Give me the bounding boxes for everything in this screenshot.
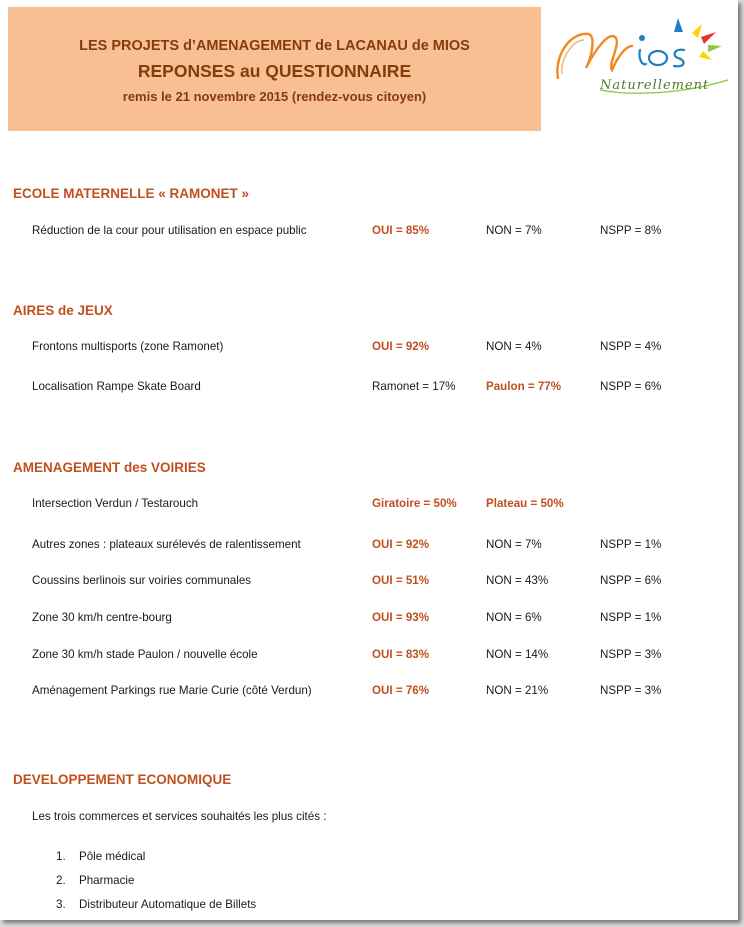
- row-value-3: NSPP = 6%: [600, 574, 662, 587]
- table-row: [0, 574, 738, 590]
- row-value-2: NON = 7%: [486, 224, 542, 237]
- table-row: [0, 538, 738, 554]
- row-value-3: NSPP = 6%: [600, 380, 662, 393]
- row-value-3: NSPP = 3%: [600, 648, 662, 661]
- row-value-2: NON = 21%: [486, 684, 549, 697]
- row-label: Autres zones : plateaux surélevés de ralentissement: [32, 538, 301, 551]
- row-value-3: NSPP = 8%: [600, 224, 662, 237]
- table-row: [0, 611, 738, 627]
- list-item-number: 2.: [56, 874, 66, 887]
- row-value-2: NON = 6%: [486, 611, 542, 624]
- list-item: [0, 850, 738, 866]
- section-title-ecole: ECOLE MATERNELLE « RAMONET »: [13, 186, 250, 201]
- row-value-3: NSPP = 4%: [600, 340, 662, 353]
- list-item: [0, 874, 738, 890]
- row-label: Zone 30 km/h stade Paulon / nouvelle école: [32, 648, 258, 661]
- row-label: Réduction de la cour pour utilisation en espace public: [32, 224, 307, 237]
- row-value-1: OUI = 92%: [372, 340, 430, 353]
- row-value-1: OUI = 51%: [372, 574, 430, 587]
- row-value-1: Giratoire = 50%: [372, 497, 457, 510]
- row-label: Coussins berlinois sur voiries communales: [32, 574, 252, 587]
- section-title-voiries: AMENAGEMENT des VOIRIES: [13, 460, 206, 475]
- row-value-1: OUI = 85%: [372, 224, 430, 237]
- table-row: [0, 224, 738, 240]
- table-row: [0, 648, 738, 664]
- row-value-2: Paulon = 77%: [486, 380, 562, 393]
- table-row: [0, 380, 738, 396]
- row-value-3: NSPP = 1%: [600, 611, 662, 624]
- list-item-number: 1.: [56, 850, 66, 863]
- title-line-3: remis le 21 novembre 2015 (rendez-vous citoyen): [122, 89, 427, 104]
- row-value-1: OUI = 76%: [372, 684, 430, 697]
- title-banner: [8, 7, 541, 131]
- table-row: [0, 340, 738, 356]
- mios-logo: [552, 16, 732, 108]
- row-value-2: NON = 4%: [486, 340, 542, 353]
- section-title-developpement: DEVELOPPEMENT ECONOMIQUE: [13, 772, 232, 787]
- title-line-2: REPONSES au QUESTIONNAIRE: [137, 61, 412, 81]
- row-label: Zone 30 km/h centre-bourg: [32, 611, 172, 624]
- table-row: [0, 684, 738, 700]
- list-item-text: Pharmacie: [79, 874, 135, 887]
- row-value-2: NON = 14%: [486, 648, 549, 661]
- row-value-2: NON = 7%: [486, 538, 542, 551]
- row-label: Intersection Verdun / Testarouch: [32, 497, 199, 510]
- row-value-1: OUI = 83%: [372, 648, 430, 661]
- logo-tagline: Naturellement: [600, 78, 710, 93]
- row-value-1: OUI = 93%: [372, 611, 430, 624]
- section-title-aires-jeux: AIRES de JEUX: [13, 303, 113, 318]
- list-item-text: Pôle médical: [79, 850, 146, 863]
- list-item: [0, 898, 738, 914]
- row-value-2: Plateau = 50%: [486, 497, 564, 510]
- table-row: [0, 497, 738, 513]
- row-label: Frontons multisports (zone Ramonet): [32, 340, 224, 353]
- row-value-1: Ramonet = 17%: [372, 380, 456, 393]
- row-label: Aménagement Parkings rue Marie Curie (côté Verdun): [32, 684, 312, 697]
- row-value-1: OUI = 92%: [372, 538, 430, 551]
- mios-logo-graphic: [552, 16, 732, 108]
- row-value-2: NON = 43%: [486, 574, 549, 587]
- row-value-3: NSPP = 1%: [600, 538, 662, 551]
- list-item-text: Distributeur Automatique de Billets: [79, 898, 257, 911]
- row-label: Localisation Rampe Skate Board: [32, 380, 201, 393]
- title-line-1: LES PROJETS d’AMENAGEMENT de LACANAU de MIOS: [79, 38, 470, 54]
- row-value-3: NSPP = 3%: [600, 684, 662, 697]
- list-item-number: 3.: [56, 898, 66, 911]
- section-intro: Les trois commerces et services souhaités les plus cités :: [32, 810, 327, 823]
